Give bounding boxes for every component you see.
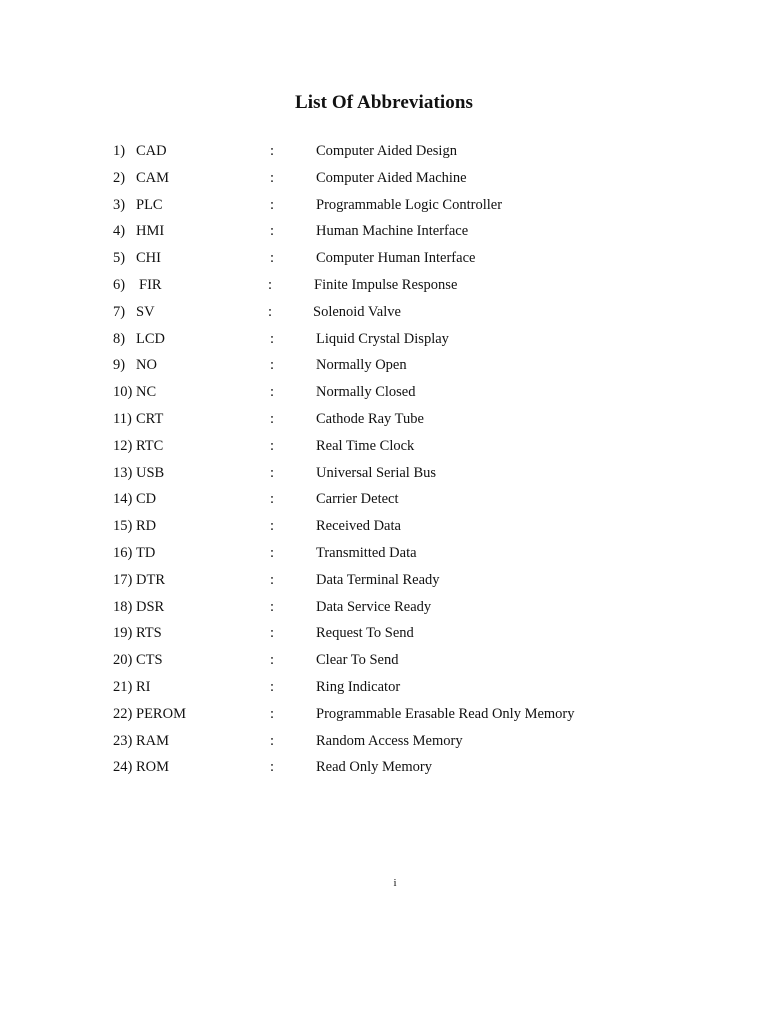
abbreviation: SV <box>136 303 155 320</box>
separator: : <box>270 598 275 615</box>
abbreviation: CRT <box>136 410 164 427</box>
list-item <box>0 381 768 408</box>
separator: : <box>270 437 275 454</box>
separator: : <box>270 571 275 588</box>
separator: : <box>270 196 275 213</box>
list-item <box>0 596 768 623</box>
expansion: Computer Aided Machine <box>316 169 467 186</box>
item-number: 8) <box>113 330 126 347</box>
abbreviation: NO <box>136 357 157 374</box>
item-number: 22) <box>113 705 133 722</box>
expansion: Programmable Erasable Read Only Memory <box>316 705 575 722</box>
item-number: 19) <box>113 625 133 642</box>
abbreviation: PLC <box>136 196 163 213</box>
list-item <box>0 435 768 462</box>
abbreviation: DTR <box>136 571 165 588</box>
abbreviation: LCD <box>136 330 165 347</box>
expansion: Read Only Memory <box>316 759 432 776</box>
abbreviation: RAM <box>136 732 170 749</box>
abbreviation: PEROM <box>136 705 186 722</box>
separator: : <box>270 491 275 508</box>
separator: : <box>270 544 275 561</box>
list-item <box>0 488 768 515</box>
item-number: 23) <box>113 732 133 749</box>
list-item <box>0 167 768 194</box>
item-number: 21) <box>113 678 133 695</box>
item-number: 10) <box>113 384 133 401</box>
separator: : <box>270 143 275 159</box>
abbreviation: NC <box>136 384 157 401</box>
abbreviation: RTC <box>136 437 164 454</box>
abbreviation: CAM <box>136 169 170 186</box>
list-item <box>0 354 768 381</box>
item-number: 5) <box>113 250 126 267</box>
list-item <box>0 649 768 676</box>
expansion: Carrier Detect <box>316 491 399 508</box>
item-number: 14) <box>113 491 133 508</box>
expansion: Normally Closed <box>316 384 416 401</box>
abbreviation: RD <box>136 518 157 535</box>
expansion: Normally Open <box>316 357 407 374</box>
abbreviation: HMI <box>136 223 165 240</box>
expansion: Data Service Ready <box>316 598 432 615</box>
separator: : <box>270 518 275 535</box>
abbreviation: CD <box>136 491 157 508</box>
abbreviation: FIR <box>139 276 162 293</box>
expansion: Liquid Crystal Display <box>316 330 449 347</box>
expansion: Cathode Ray Tube <box>316 410 424 427</box>
abbreviation: USB <box>136 464 165 481</box>
list-item <box>0 569 768 596</box>
abbreviation: DSR <box>136 598 165 615</box>
list-item <box>0 730 768 757</box>
separator: : <box>270 759 275 776</box>
item-number: 1) <box>113 143 126 159</box>
item-number: 13) <box>113 464 133 481</box>
separator: : <box>270 410 275 427</box>
list-item <box>0 542 768 569</box>
list-item <box>0 247 768 274</box>
separator: : <box>270 330 275 347</box>
separator: : <box>270 705 275 722</box>
item-number: 15) <box>113 518 133 535</box>
list-item <box>0 408 768 435</box>
separator: : <box>270 384 275 401</box>
separator: : <box>270 625 275 642</box>
item-number: 20) <box>113 652 133 669</box>
separator: : <box>270 357 275 374</box>
abbreviation: RI <box>136 678 151 695</box>
expansion: Transmitted Data <box>316 544 417 561</box>
separator: : <box>270 250 275 267</box>
item-number: 17) <box>113 571 133 588</box>
item-number: 24) <box>113 759 133 776</box>
list-item <box>0 622 768 649</box>
list-item <box>0 220 768 247</box>
expansion: Computer Human Interface <box>316 250 476 267</box>
page-number: i <box>393 877 397 889</box>
list-item <box>0 515 768 542</box>
expansion: Ring Indicator <box>316 678 401 695</box>
abbreviation: ROM <box>136 759 170 776</box>
separator: : <box>270 732 275 749</box>
list-item <box>0 462 768 489</box>
abbreviation-list <box>0 140 768 783</box>
separator: : <box>270 169 275 186</box>
separator: : <box>270 678 275 695</box>
separator: : <box>268 276 273 293</box>
expansion: Human Machine Interface <box>316 223 469 240</box>
expansion: Solenoid Valve <box>313 303 401 320</box>
list-item <box>0 274 768 301</box>
item-number: 11) <box>113 410 132 427</box>
page-title: List Of Abbreviations <box>294 92 474 113</box>
expansion: Universal Serial Bus <box>316 464 437 481</box>
abbreviation: TD <box>136 544 156 561</box>
list-item <box>0 301 768 328</box>
item-number: 3) <box>113 196 126 213</box>
item-number: 9) <box>113 357 126 374</box>
separator: : <box>268 303 273 320</box>
item-number: 18) <box>113 598 133 615</box>
abbreviation: RTS <box>136 625 162 642</box>
expansion: Received Data <box>316 518 401 535</box>
list-item <box>0 676 768 703</box>
expansion: Data Terminal Ready <box>316 571 440 588</box>
abbreviation: CAD <box>136 143 167 159</box>
item-number: 7) <box>113 303 126 320</box>
item-number: 2) <box>113 169 126 186</box>
item-number: 16) <box>113 544 133 561</box>
separator: : <box>270 223 275 240</box>
item-number: 12) <box>113 437 133 454</box>
item-number: 4) <box>113 223 126 240</box>
item-number: 6) <box>113 276 126 293</box>
expansion: Computer Aided Design <box>316 143 457 159</box>
list-item <box>0 194 768 221</box>
expansion: Clear To Send <box>316 652 399 669</box>
abbreviation: CHI <box>136 250 161 267</box>
expansion: Programmable Logic Controller <box>316 196 503 213</box>
list-item <box>0 140 768 167</box>
list-item <box>0 756 768 783</box>
list-item <box>0 703 768 730</box>
separator: : <box>270 464 275 481</box>
expansion: Real Time Clock <box>316 437 415 454</box>
expansion: Finite Impulse Response <box>314 276 458 293</box>
separator: : <box>270 652 275 669</box>
expansion: Random Access Memory <box>316 732 463 749</box>
expansion: Request To Send <box>316 625 414 642</box>
abbreviation: CTS <box>136 652 163 669</box>
list-item <box>0 328 768 355</box>
